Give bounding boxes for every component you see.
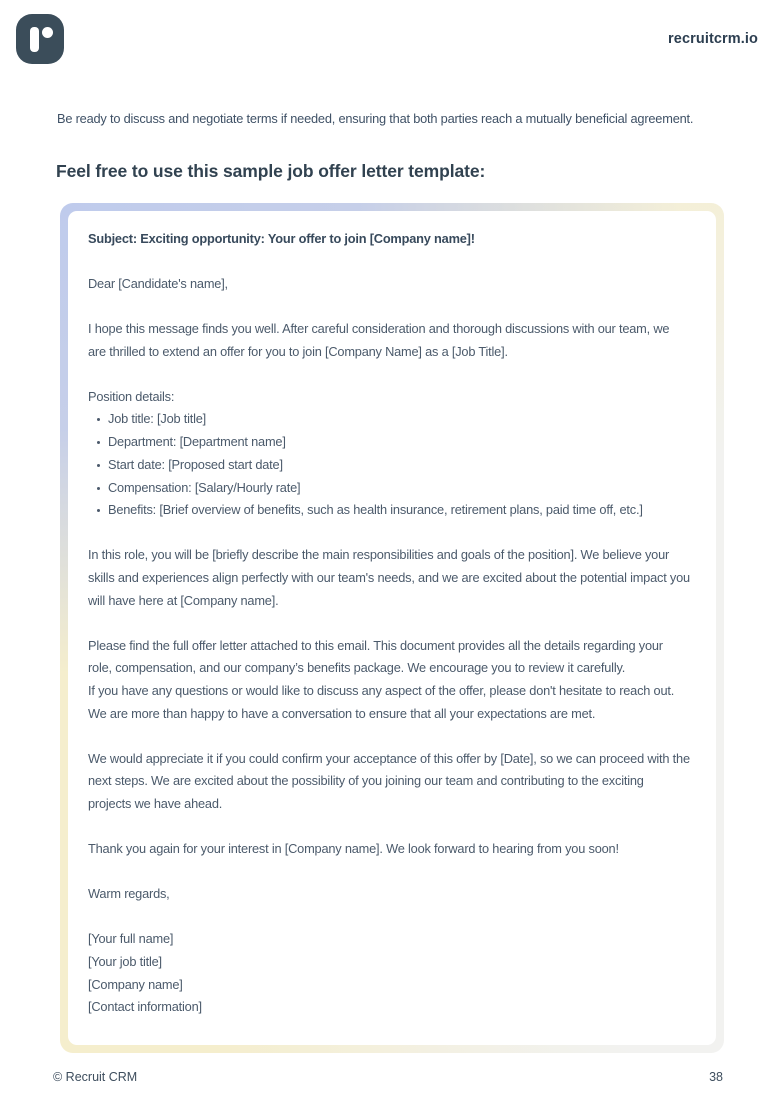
list-item: [88, 408, 690, 431]
list-item-text: Compensation: [Salary/Hourly rate]: [108, 479, 301, 495]
letter-paragraph-confirm: We would appreciate it if you could confirm your acceptance of this offer by [Date], so we can proceed with the next steps. We are excited about the possibility of you joining our team and contributing to the exciting projects we have ahead.: [88, 750, 690, 812]
bullet-icon: [97, 418, 100, 421]
letter-signature-block: [88, 928, 690, 1019]
letter-closing: Warm regards,: [88, 886, 170, 902]
bullet-icon: [97, 509, 100, 512]
page-footer: [53, 1070, 723, 1084]
bullet-icon: [97, 441, 100, 444]
brand-link[interactable]: recruitcrm.io: [668, 31, 758, 47]
list-item-text: Department: [Department name]: [108, 434, 286, 450]
position-details-list: [88, 408, 690, 522]
letter-paragraph-thanks: Thank you again for your interest in [Company name]. We look forward to hearing from you soon!: [88, 841, 619, 857]
letter-paragraph-questions: If you have any questions or would like to discuss any aspect of the offer, please don't hesitate to reach out. We are more than happy to have a conversation to ensure that all your expectations are met.: [88, 683, 675, 721]
letter-salutation: Dear [Candidate's name],: [88, 276, 228, 291]
bullet-icon: [97, 487, 100, 490]
list-item: [88, 499, 690, 522]
list-item: [88, 431, 690, 454]
signature-line: [Your job title]: [88, 953, 162, 969]
logo-mark-dot-icon: [42, 27, 53, 38]
list-item: [88, 454, 690, 477]
signature-line: [Company name]: [88, 976, 183, 992]
offer-letter-template-card: [68, 211, 716, 1045]
logo-mark-bar-icon: [30, 27, 39, 52]
list-item-text: Benefits: [Brief overview of benefits, such as health insurance, retirement plans, paid time off, etc.]: [108, 502, 643, 518]
intro-text: Be ready to discuss and negotiate terms if needed, ensuring that both parties reach a mutually beneficial agreement.: [57, 111, 694, 126]
signature-line: [Your full name]: [88, 931, 174, 947]
footer-copyright: © Recruit CRM: [53, 1070, 138, 1084]
list-item: [88, 477, 690, 500]
list-item-text: Job title: [Job title]: [108, 411, 207, 427]
letter-subject: Subject: Exciting opportunity: Your offer to join [Company name]!: [88, 231, 475, 246]
recruit-crm-logo-icon: [16, 14, 64, 64]
letter-paragraph-attachment: Please find the full offer letter attached to this email. This document provides all the details regarding your role, compensation, and our company’s benefits package. We encourage you to review it carefully.: [88, 637, 663, 676]
position-details-label: Position details:: [88, 388, 175, 404]
section-heading: Feel free to use this sample job offer letter template:: [56, 161, 486, 181]
offer-letter-template-frame: [60, 203, 724, 1053]
bullet-icon: [97, 464, 100, 467]
signature-line: [Contact information]: [88, 999, 202, 1015]
letter-paragraph-role: In this role, you will be [briefly describe the main responsibilities and goals of the position]. We believe your skills and experiences align perfectly with our team's needs, and we are excited about the potential impact you will have here at [Company name].: [88, 547, 690, 608]
letter-paragraph-intro: I hope this message finds you well. After careful consideration and thorough discussions with our team, we are thrilled to extend an offer for you to join [Company Name] as a [Job Title].: [88, 321, 670, 359]
list-item-text: Start date: [Proposed start date]: [108, 456, 283, 472]
page-number: 38: [709, 1070, 723, 1084]
